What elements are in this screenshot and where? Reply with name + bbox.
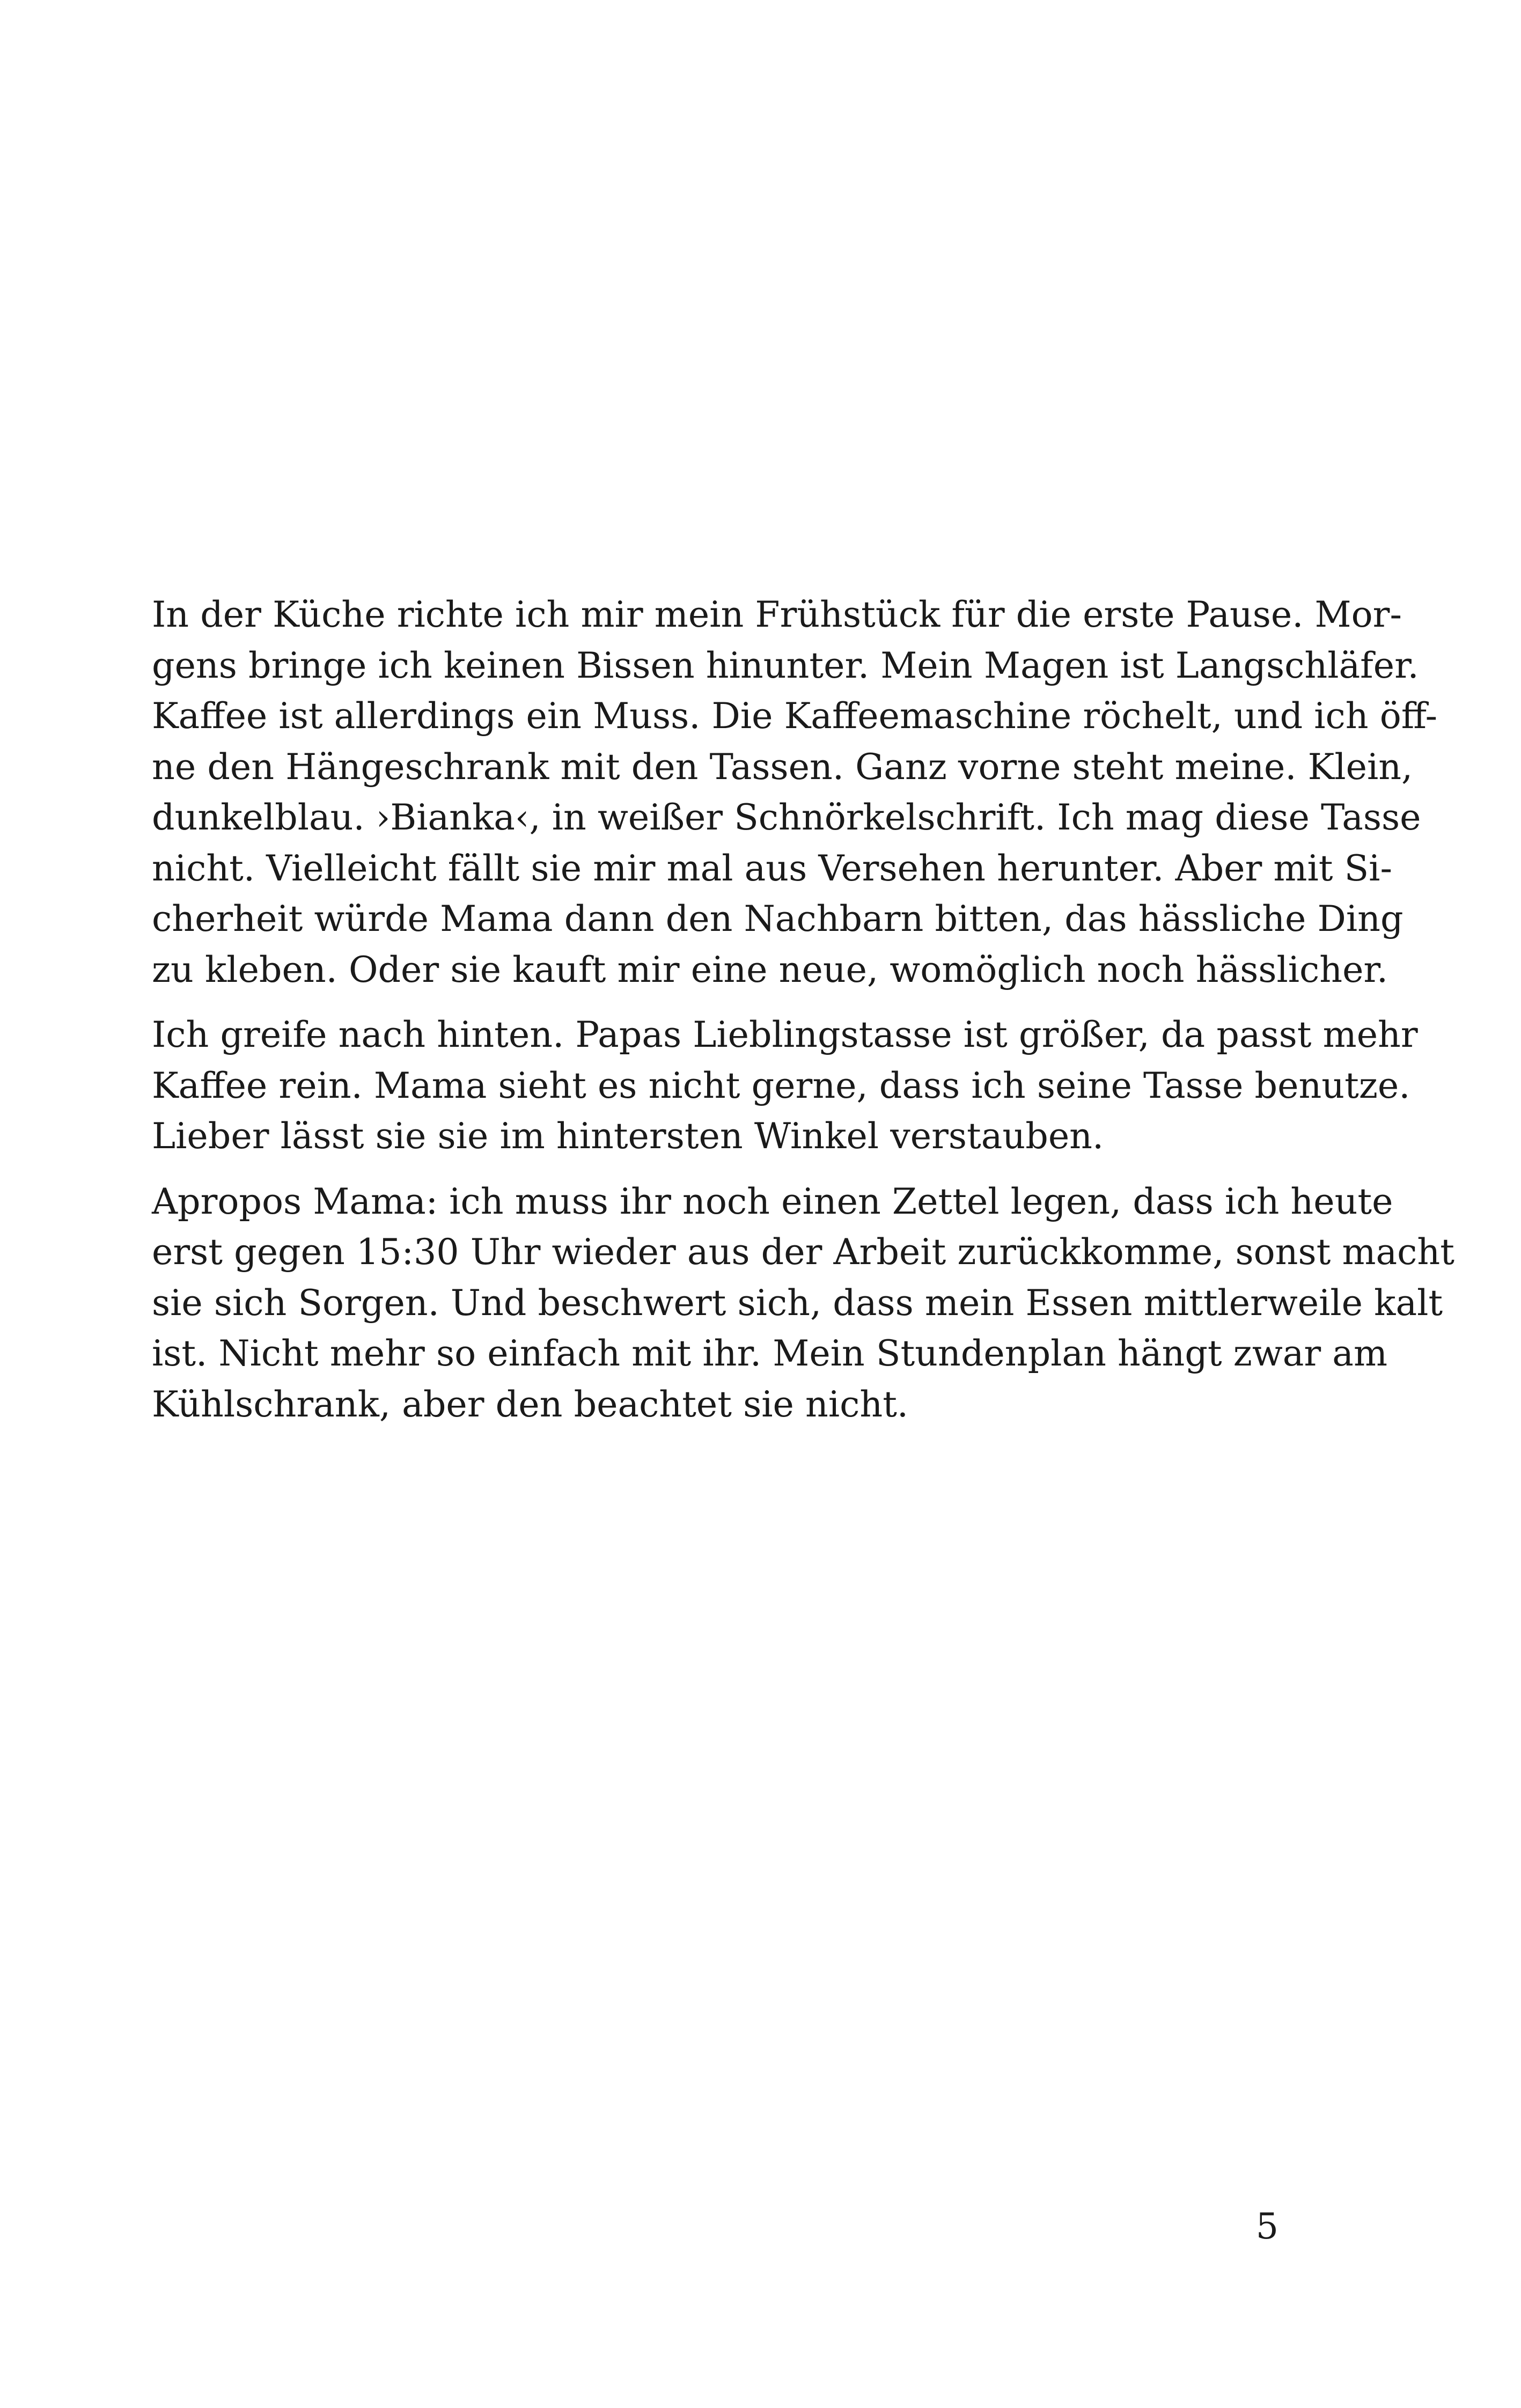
- text-line: Kaffee rein. Mama sieht es nicht gerne, dass ich seine Tasse benutze.: [152, 1064, 1410, 1106]
- text-line: ist. Nicht mehr so einfach mit ihr. Mein Stundenplan hängt zwar am: [152, 1332, 1388, 1374]
- text-line: Lieber lässt sie sie im hintersten Winkel verstauben.: [152, 1115, 1104, 1157]
- paragraph-1: [152, 589, 1438, 995]
- text-line: erst gegen 15:30 Uhr wieder aus der Arbeit zurückkomme, sonst macht: [152, 1231, 1454, 1273]
- paragraph-3: [152, 1176, 1454, 1430]
- text-line: Kühlschrank, aber den beachtet sie nicht.: [152, 1383, 909, 1425]
- text-line: gens bringe ich keinen Bissen hinunter. Mein Magen ist Langschläfer.: [152, 644, 1419, 686]
- text-line: zu kleben. Oder sie kauft mir eine neue, womöglich noch hässlicher.: [152, 948, 1388, 990]
- text-line: Apropos Mama: ich muss ihr noch einen Zettel legen, dass ich heute: [152, 1180, 1393, 1222]
- page-number: 5: [1255, 2205, 1278, 2247]
- text-line: nicht. Vielleicht fällt sie mir mal aus Versehen herunter. Aber mit Si-: [152, 847, 1392, 889]
- text-line: Ich greife nach hinten. Papas Lieblingstasse ist größer, da passt mehr: [152, 1014, 1418, 1055]
- text-line: ne den Hängeschrank mit den Tassen. Ganz vorne steht meine. Klein,: [152, 745, 1413, 788]
- text-line: Kaffee ist allerdings ein Muss. Die Kaffeemaschine röchelt, und ich öff-: [152, 695, 1438, 737]
- text-line: dunkelblau. ›Bianka‹, in weißer Schnörkelschrift. Ich mag diese Tasse: [152, 796, 1421, 838]
- text-line: cherheit würde Mama dann den Nachbarn bitten, das hässliche Ding: [152, 898, 1404, 939]
- text-line: sie sich Sorgen. Und beschwert sich, dass mein Essen mittlerweile kalt: [152, 1281, 1443, 1324]
- text-line: In der Küche richte ich mir mein Frühstück für die erste Pause. Mor-: [152, 593, 1402, 635]
- paragraph-2: [152, 1009, 1418, 1162]
- body-text: [152, 589, 1454, 1429]
